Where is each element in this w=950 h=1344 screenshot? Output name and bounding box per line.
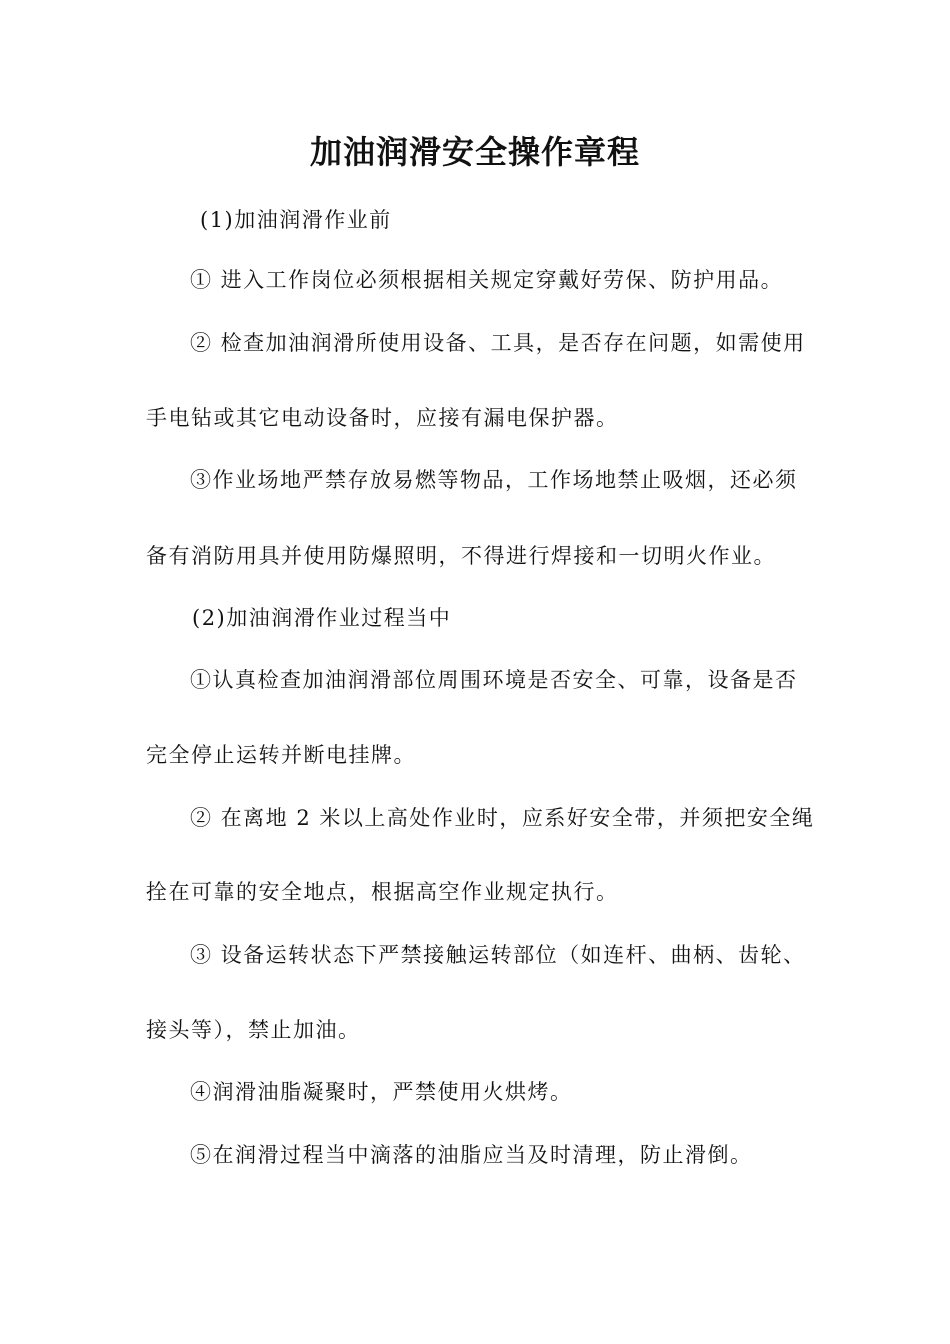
paragraph-line: ⑤在润滑过程当中滴落的油脂应当及时清理，防止滑倒。 bbox=[190, 1143, 753, 1167]
section-heading-before-lubrication: (1)加油润滑作业前 bbox=[200, 208, 392, 232]
paragraph-line: 拴在可靠的安全地点，根据高空作业规定执行。 bbox=[146, 880, 619, 904]
paragraph-line: 备有消防用具并使用防爆照明，不得进行焊接和一切明火作业。 bbox=[146, 544, 776, 568]
paragraph-line: ② 在离地 2 米以上高处作业时，应系好安全带，并须把安全绳 bbox=[190, 806, 815, 830]
paragraph-line: ④润滑油脂凝聚时，严禁使用火烘烤。 bbox=[190, 1080, 573, 1104]
paragraph-line: 完全停止运转并断电挂牌。 bbox=[146, 743, 416, 767]
paragraph-line: ① 进入工作岗位必须根据相关规定穿戴好劳保、防护用品。 bbox=[190, 268, 784, 292]
paragraph-line: ③作业场地严禁存放易燃等物品，工作场地禁止吸烟，还必须 bbox=[190, 468, 798, 492]
section-heading-during-lubrication: (2)加油润滑作业过程当中 bbox=[192, 606, 452, 630]
paragraph-line: ② 检查加油润滑所使用设备、工具，是否存在问题，如需使用 bbox=[190, 331, 806, 355]
document-title: 加油润滑安全操作章程 bbox=[309, 133, 640, 171]
paragraph-line: 接头等），禁止加油。 bbox=[146, 1018, 361, 1042]
paragraph-line: ③ 设备运转状态下严禁接触运转部位（如连杆、曲柄、齿轮、 bbox=[190, 943, 806, 967]
paragraph-line: 手电钻或其它电动设备时，应接有漏电保护器。 bbox=[146, 406, 619, 430]
paragraph-line: ①认真检查加油润滑部位周围环境是否安全、可靠，设备是否 bbox=[190, 668, 798, 692]
